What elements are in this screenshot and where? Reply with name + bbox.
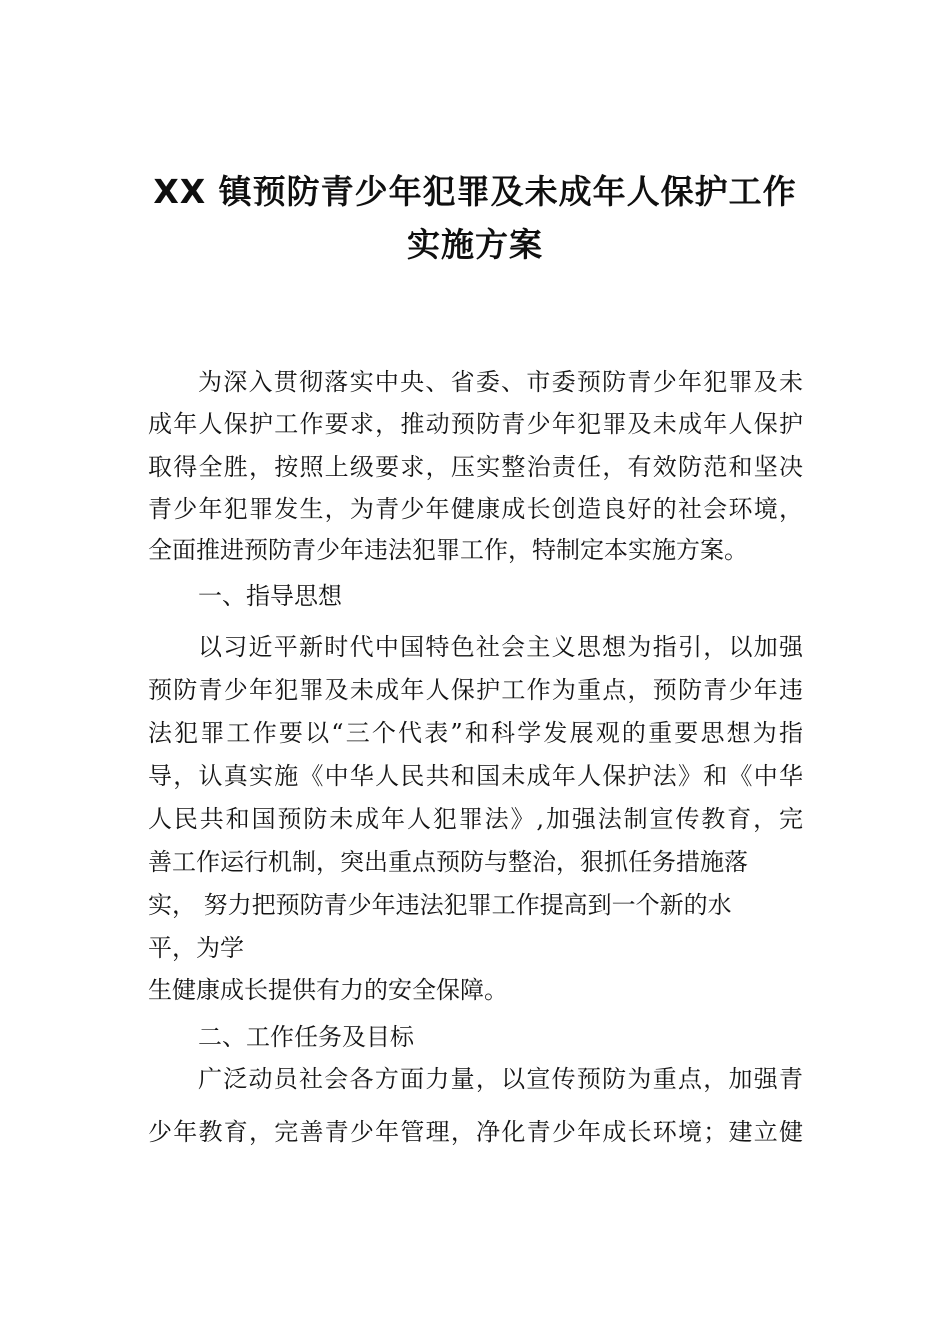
body-line: 全面推进预防青少年违法犯罪工作，特制定本实施方案。 [148,536,748,564]
body-line: 成年人保护工作要求，推动预防青少年犯罪及未成年人保护 [148,410,803,438]
body-line: 为深入贯彻落实中央、省委、市委预防青少年犯罪及未 [198,368,803,396]
document-title-line-1: XX 镇预防青少年犯罪及未成年人保护工作 [153,172,797,211]
body-line: 实， 努力把预防青少年违法犯罪工作提高到一个新的水 [148,891,732,919]
body-line: 法犯罪工作要以“三个代表”和科学发展观的重要思想为指 [148,719,803,747]
body-line: 取得全胜，按照上级要求，压实整治责任，有效防范和坚决 [148,453,803,481]
body-line: 青少年犯罪发生，为青少年健康成长创造良好的社会环境， [148,495,803,523]
body-line: 预防青少年犯罪及未成年人保护工作为重点，预防青少年违 [148,676,803,704]
body-line: 生健康成长提供有力的安全保障。 [148,976,508,1004]
body-line: 善工作运行机制，突出重点预防与整治，狠抓任务措施落 [148,848,748,876]
body-line: 广泛动员社会各方面力量，以宣传预防为重点，加强青 [198,1065,803,1093]
section-heading: 二、工作任务及目标 [198,1023,414,1051]
document-title-line-2: 实施方案 [407,225,543,264]
body-line: 平，为学 [148,934,244,962]
body-line: 以习近平新时代中国特色社会主义思想为指引，以加强 [198,633,803,661]
body-line: 少年教育，完善青少年管理，净化青少年成长环境；建立健 [148,1118,803,1146]
body-line: 人民共和国预防未成年人犯罪法》,加强法制宣传教育，完 [148,805,803,833]
section-heading: 一、指导思想 [198,582,342,610]
body-line: 导，认真实施《中华人民共和国未成年人保护法》和《中华 [148,762,803,790]
